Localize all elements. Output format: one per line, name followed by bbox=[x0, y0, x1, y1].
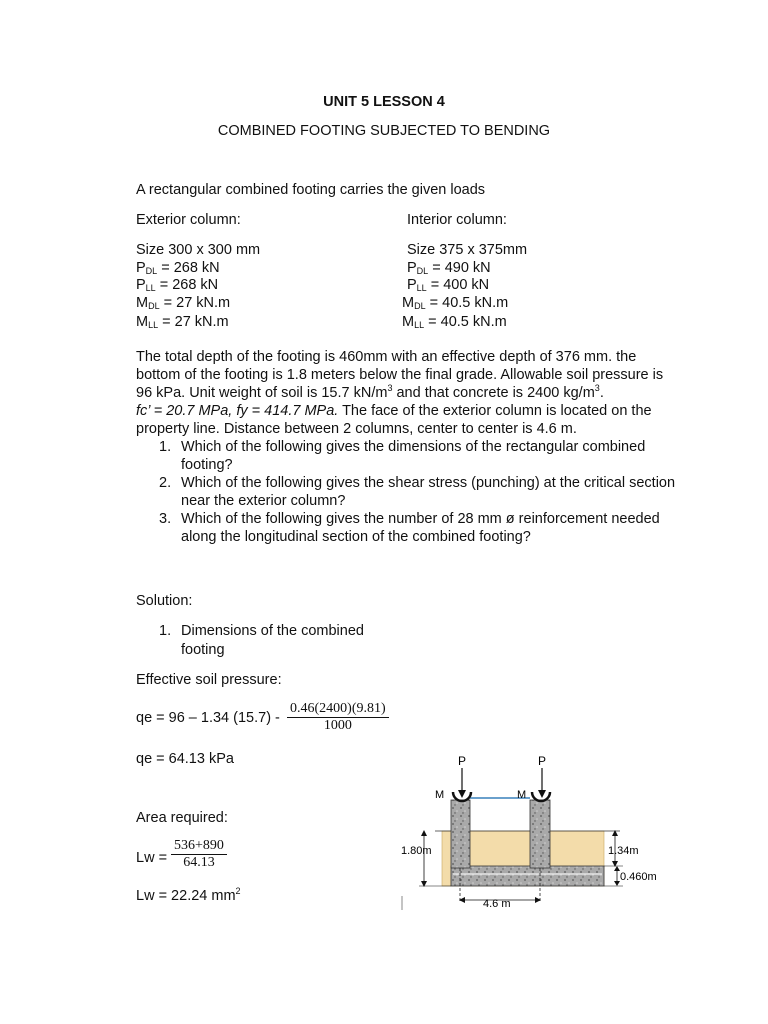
effective-soil-pressure-label: Effective soil pressure: bbox=[136, 672, 282, 688]
page-title: UNIT 5 LESSON 4 bbox=[323, 94, 445, 110]
exterior-pll: $P_{LL} = 268$ kN bbox=[136, 277, 219, 293]
exterior-pdl: $P_{DL} = 268$ kN bbox=[136, 260, 220, 276]
thickness-label: 0.460m bbox=[620, 871, 657, 883]
depth-label: 1.80m bbox=[401, 845, 432, 857]
svg-text:M: M bbox=[517, 789, 527, 801]
area-required-label: Area required: bbox=[136, 810, 228, 826]
qe-result: qe = 64.13 kPa bbox=[136, 751, 234, 767]
question-2: 2. Which of the following gives the shear stress (punching) at the critical section near the exterior column? bbox=[159, 475, 676, 509]
arrow-down-icon bbox=[458, 790, 466, 798]
exterior-column bbox=[451, 800, 470, 868]
question-3: 3. Which of the following gives the number of 28 mm ø reinforcement needed along the longitudinal section of the combined footing? bbox=[159, 511, 660, 545]
qe-fraction bbox=[287, 701, 389, 734]
lw-numerator: 536+890 bbox=[171, 838, 227, 855]
solution-label: Solution: bbox=[136, 593, 193, 609]
exterior-mdl: $M_{DL} = 27$ kN.m bbox=[136, 295, 231, 311]
span-label: 4.6 m bbox=[483, 898, 511, 910]
lw-fraction bbox=[171, 838, 227, 871]
lw-equation-left: Lw = bbox=[136, 850, 168, 866]
arrow-down-icon bbox=[538, 790, 546, 798]
exterior-mll: $M_{LL} = 27$ kN.m bbox=[136, 314, 229, 330]
problem-paragraph: The total depth of the footing is 460mm with an effective depth of 376 mm. the bottom of the footing is 1.8 meters below the final grade. Allowable soil pressure is 96 kPa. Unit weight of soil is 15.7 $kN/m^3$ and that concrete is 2400 $kg/m^3$. fc’ = 20.7 MPa, fy = 414.7 MPa. The face of the exterior column is located on the property line. Distance between 2 columns, center to center is 4.6 m. bbox=[136, 349, 664, 437]
footing-slab bbox=[451, 866, 604, 886]
interior-mdl: $M_{DL} = 40.5$ kN.m bbox=[402, 295, 509, 311]
intro-text: A rectangular combined footing carries the given loads bbox=[136, 182, 486, 198]
exterior-size: Size 300 x 300 mm bbox=[136, 242, 261, 258]
interior-column bbox=[530, 800, 550, 868]
combined-footing-diagram bbox=[395, 750, 685, 915]
load-p-left: P bbox=[458, 754, 467, 768]
load-p-right: P bbox=[538, 754, 547, 768]
qe-equation-left: qe = 96 – 1.34 (15.7) - bbox=[136, 710, 280, 726]
interior-size: Size 375 x 375mm bbox=[407, 242, 528, 258]
soil-depth-label: 1.34m bbox=[608, 845, 639, 857]
lw-result: Lw = 22.24 $mm^2$ bbox=[136, 886, 241, 904]
lw-denominator: 64.13 bbox=[183, 855, 215, 870]
interior-pll: $P_{LL} = 400$ kN bbox=[407, 277, 490, 293]
interior-mll: $M_{LL} = 40.5$ kN.m bbox=[402, 314, 507, 330]
question-1: 1. Which of the following gives the dimensions of the rectangular combined footing? bbox=[159, 439, 646, 473]
interior-pdl: $P_{DL} = 490$ kN bbox=[407, 260, 491, 276]
interior-heading: Interior column: bbox=[407, 212, 507, 228]
qe-denominator: 1000 bbox=[323, 718, 352, 733]
page-subtitle: COMBINED FOOTING SUBJECTED TO BENDING bbox=[217, 123, 551, 139]
svg-text:M: M bbox=[435, 789, 445, 801]
solution-step-1: 1. Dimensions of the combined footing bbox=[159, 623, 364, 658]
qe-numerator: 0.46(2400)(9.81) bbox=[287, 701, 389, 718]
exterior-heading: Exterior column: bbox=[136, 212, 241, 228]
